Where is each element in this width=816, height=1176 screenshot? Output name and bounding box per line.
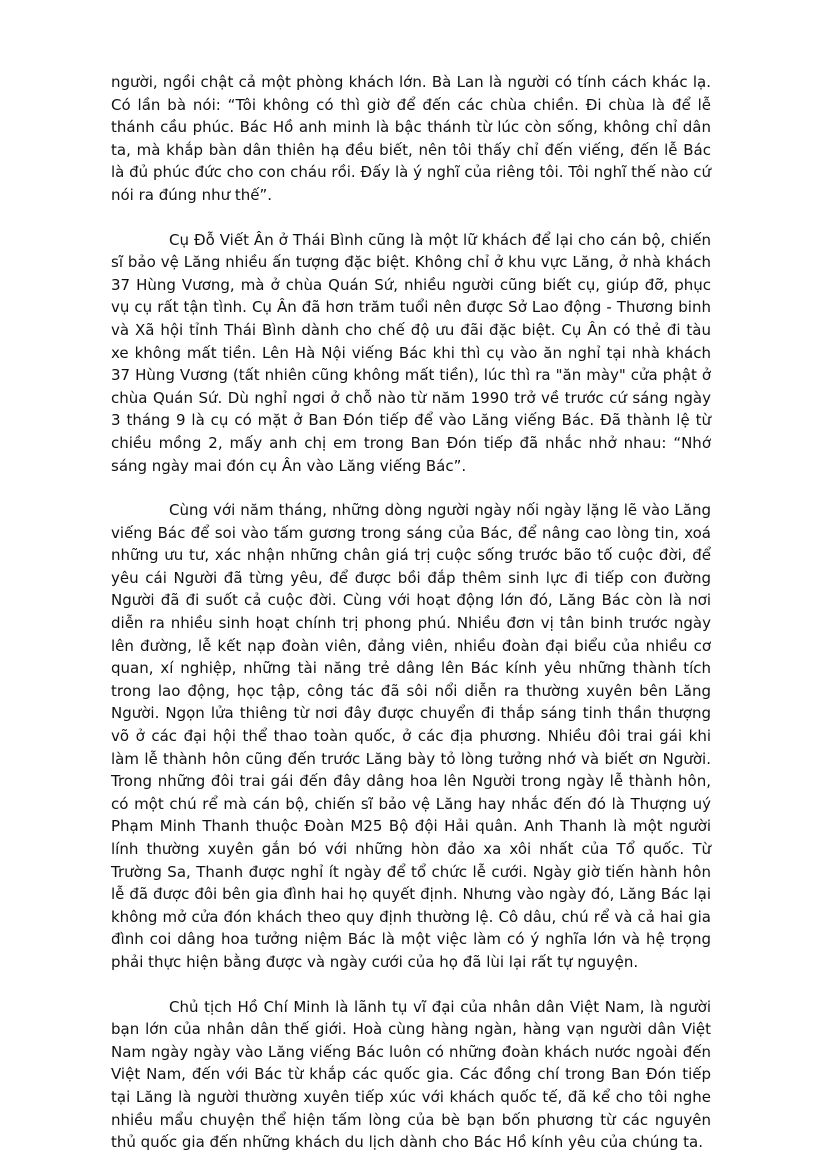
- paragraph-1: người, ngồi chật cả một phòng khách lớn. Bà Lan là người có tính cách khác lạ. Có lần bà nói: “Tôi không có thì giờ để đến các chùa chiền. Đi chùa là để lễ thánh cầu phúc. Bác Hồ anh minh là bậc thánh từ lúc còn sống, không chỉ dân ta, mà khắp bàn dân thiên hạ đều biết, nên tôi thấy chỉ đến viếng, đến lễ Bác là đủ phúc đức cho con cháu rồi. Đấy là ý nghĩ của riêng tôi. Tôi nghĩ thế nào cứ nói ra đúng như thế”.: [111, 73, 711, 204]
- document-body: [111, 71, 711, 1176]
- paragraph-4: Chủ tịch Hồ Chí Minh là lãnh tụ vĩ đại của nhân dân Việt Nam, là người bạn lớn của nhân dân thế giới. Hoà cùng hàng ngàn, hàng vạn người dân Việt Nam ngày ngày vào Lăng viếng Bác luôn có những đoàn khách nước ngoài đến Việt Nam, đến với Bác từ khắp các quốc gia. Các đồng chí trong Ban Đón tiếp tại Lăng là người thường xuyên tiếp xúc với khách quốc tế, đã kể cho tôi nghe nhiều mẩu chuyện thể hiện tấm lòng của bè bạn bốn phương từ các nguyên thủ quốc gia đến những khách du lịch dành cho Bác Hồ kính yêu của chúng ta.: [111, 997, 711, 1152]
- paragraph-2: Cụ Đỗ Viết Ân ở Thái Bình cũng là một lữ khách để lại cho cán bộ, chiến sĩ bảo vệ Lăng nhiều ấn tượng đặc biệt. Không chỉ ở khu vực Lăng, ở nhà khách 37 Hùng Vương, mà ở chùa Quán Sứ, nhiều người cũng biết cụ, giúp đỡ, phục vụ cụ rất tận tình. Cụ Ân đã hơn trăm tuổi nên được Sở Lao động - Thương binh và Xã hội tỉnh Thái Bình dành cho chế độ ưu đãi đặc biệt. Cụ Ân có thẻ đi tàu xe không mất tiền. Lên Hà Nội viếng Bác khi thì cụ vào ăn nghỉ tại nhà khách 37 Hùng Vương (tất nhiên cũng không mất tiền), lúc thì ra "ăn mày" cửa phật ở chùa Quán Sứ. Dù nghỉ ngơi ở chỗ nào từ năm 1990 trở về trước cứ sáng ngày 3 tháng 9 là cụ có mặt ở Ban Đón tiếp để vào Lăng viếng Bác. Đã thành lệ từ chiều mồng 2, mấy anh chị em trong Ban Đón tiếp đã nhắc nhở nhau: “Nhớ sáng ngày mai đón cụ Ân vào Lăng viếng Bác”.: [111, 230, 711, 475]
- paragraph-3: Cùng với năm tháng, những dòng người ngày nối ngày lặng lẽ vào Lăng viếng Bác để soi vào tấm gương trong sáng của Bác, để nâng cao lòng tin, xoá những ưu tư, xác nhận những chân giá trị cuộc sống trước bão tố cuộc đời, để yêu cái Người đã từng yêu, để được bồi đắp thêm sinh lực đi tiếp con đường Người đã đi suốt cả cuộc đời. Cùng với hoạt động lớn đó, Lăng Bác còn là nơi diễn ra nhiều sinh hoạt chính trị phong phú. Nhiều đơn vị tân binh trước ngày lên đường, lễ kết nạp đoàn viên, đảng viên, nhiều đoàn đại biểu của nhiều cơ quan, xí nghiệp, những tài năng trẻ dâng lên Bác kính yêu những thành tích trong lao động, học tập, công tác đã sôi nổi diễn ra thường xuyên bên Lăng Người. Ngọn lửa thiêng từ nơi đây được chuyển đi thắp sáng tinh thần thượng võ ở các đại hội thể thao toàn quốc, ở các địa phương. Nhiều đôi trai gái khi làm lễ thành hôn cũng đến trước Lăng bày tỏ lòng tưởng nhớ và biết ơn Người. Trong những đôi trai gái đến đây dâng hoa lên Người trong ngày lễ thành hôn, có một chú rể mà cán bộ, chiến sĩ bảo vệ Lăng hay nhắc đến đó là Thượng uý Phạm Minh Thanh thuộc Đoàn M25 Bộ đội Hải quân. Anh Thanh là một người lính thường xuyên gắn bó với những hòn đảo xa xôi nhất của Tổ quốc. Từ Trường Sa, Thanh được nghỉ ít ngày để tổ chức lễ cưới. Ngày giờ tiến hành hôn lễ đã được đôi bên gia đình hai họ quyết định. Nhưng vào ngày đó, Lăng Bác lại không mở cửa đón khách theo quy định thường lệ. Cô dâu, chú rể và cả hai gia đình coi dâng hoa tưởng niệm Bác là một việc làm có ý nghĩa lớn và hệ trọng phải thực hiện bằng được và ngày cưới của họ đã lùi lại rất tự nguyện.: [111, 501, 711, 971]
